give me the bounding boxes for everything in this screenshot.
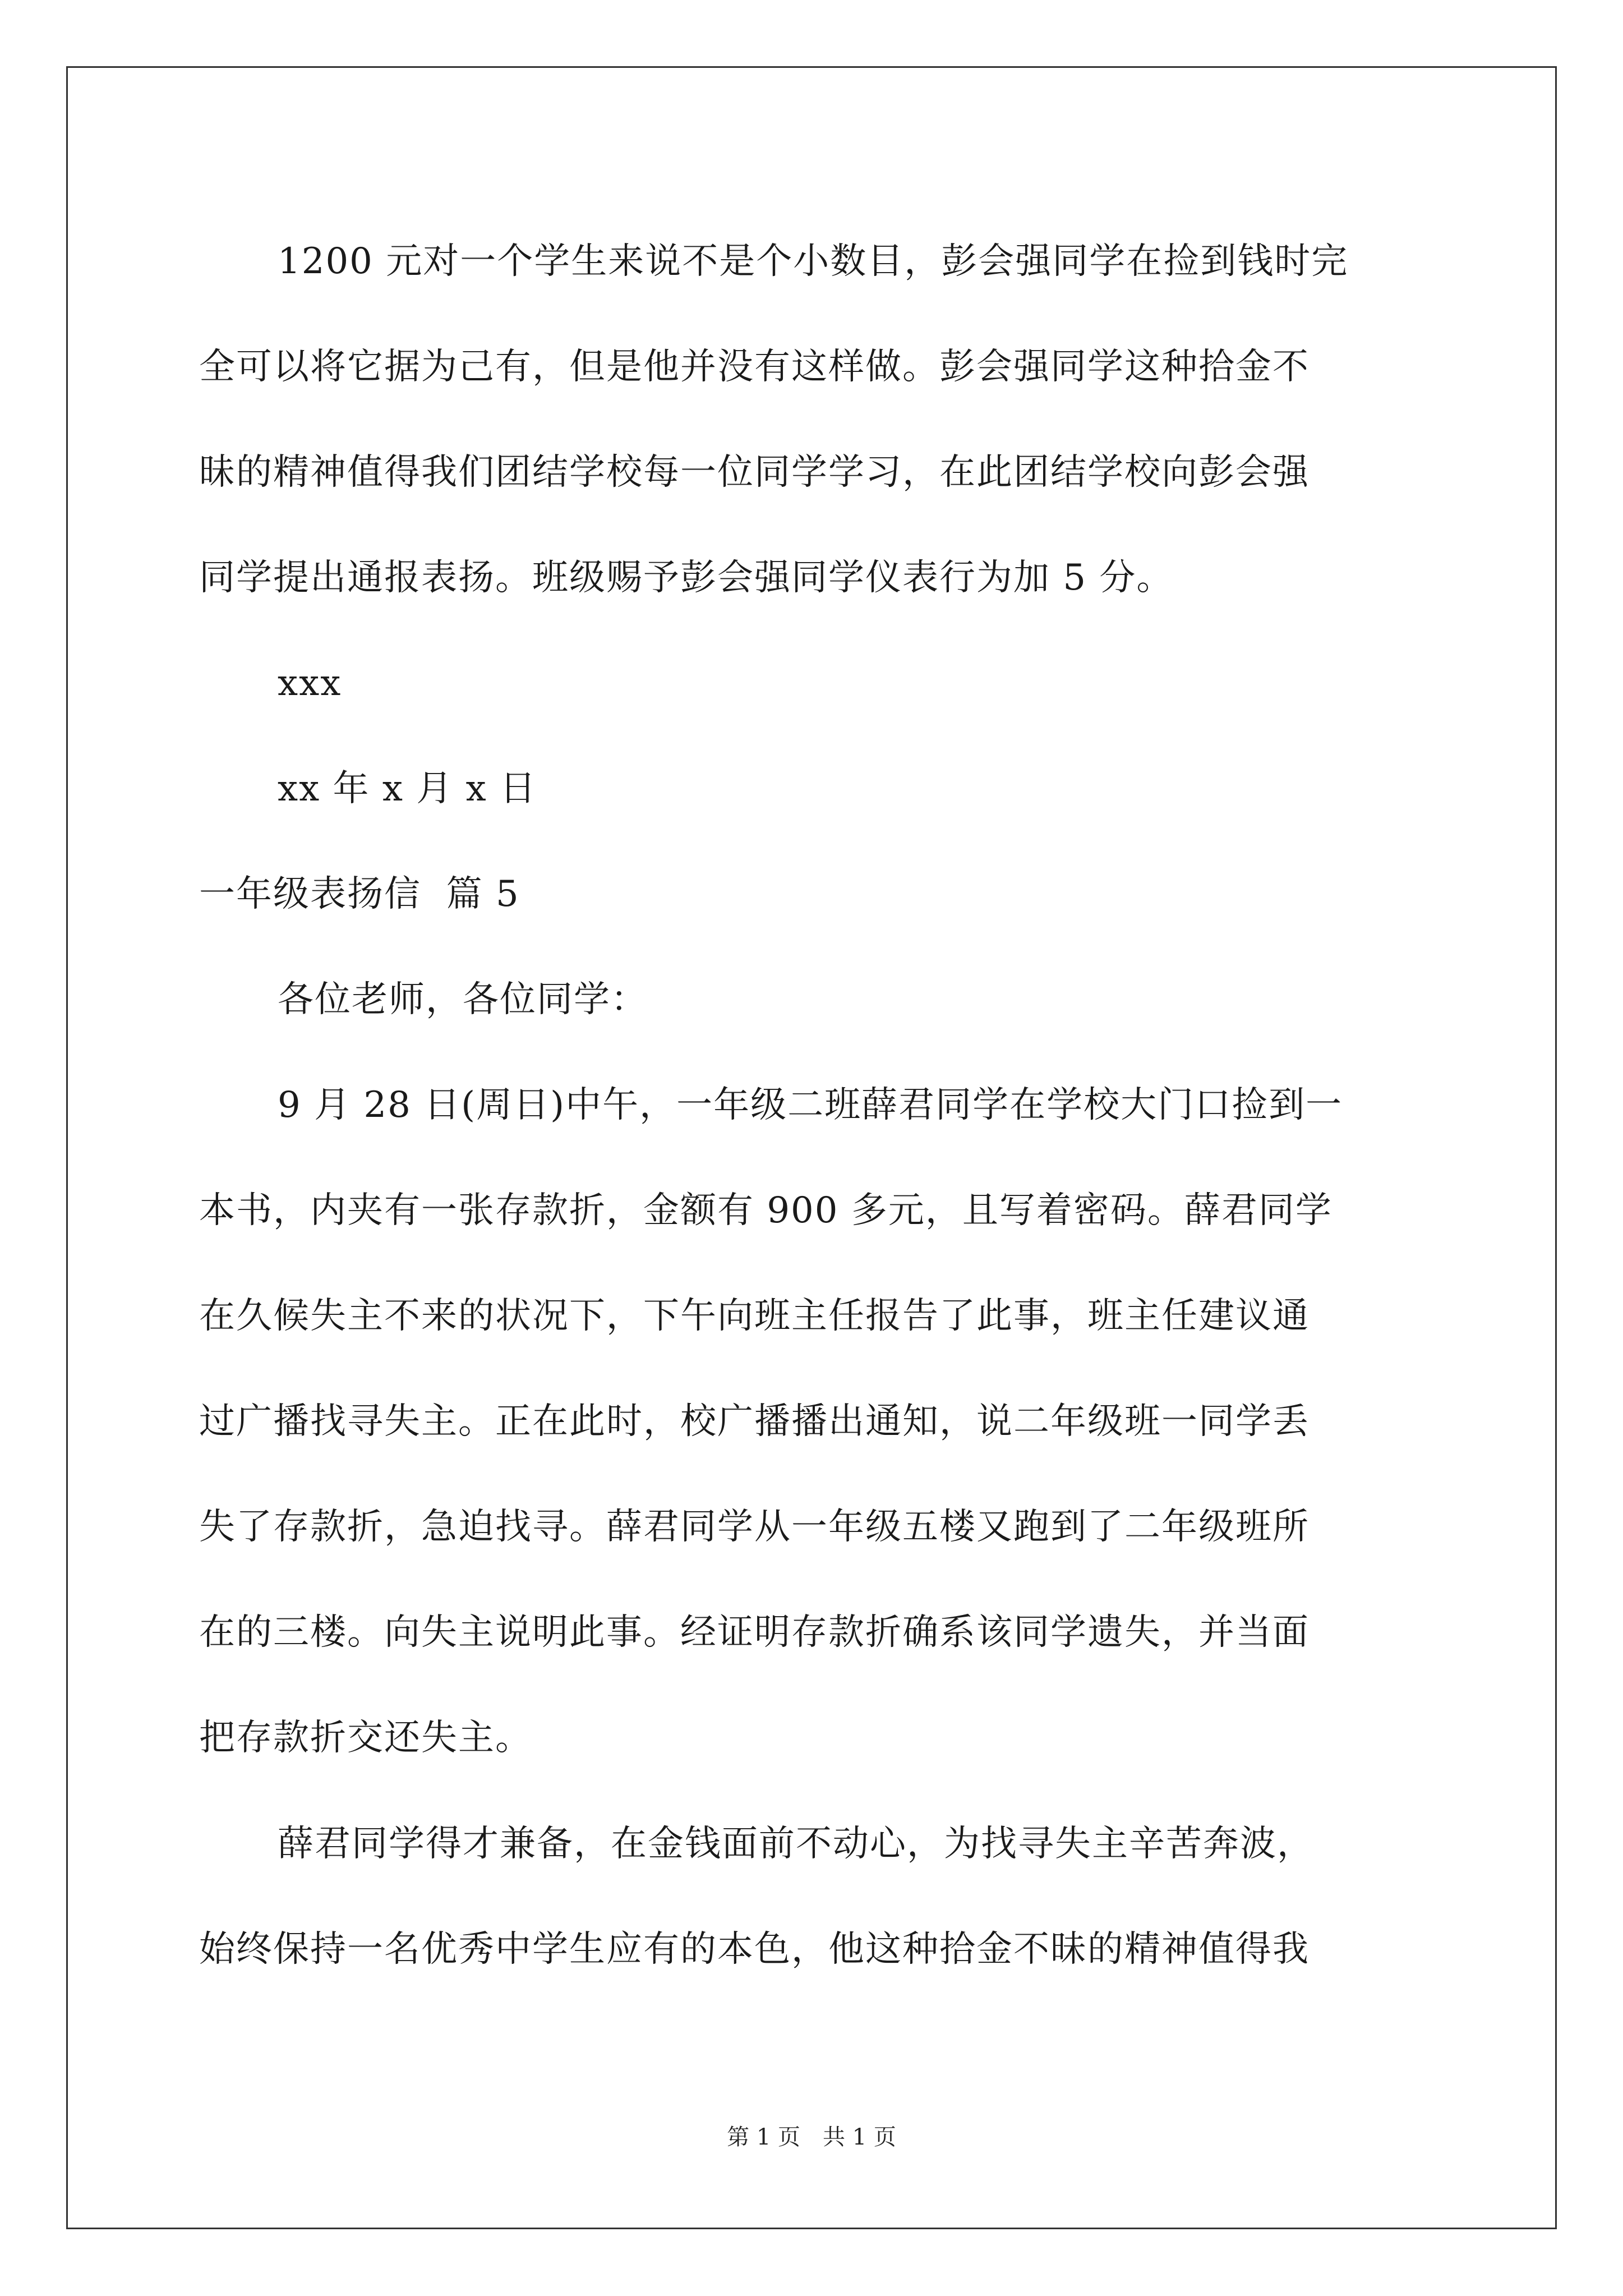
- greeting: 各位老师，各位同学：: [278, 979, 648, 1020]
- paragraph-line: 本书，内夹有一张存款折，金额有 900 多元，且写着密码。薛君同学: [199, 1190, 1332, 1231]
- paragraph-line: 失了存款折，急迫找寻。薛君同学从一年级五楼又跑到了二年级班所: [199, 1506, 1310, 1548]
- page-number-current: 第 1 页: [727, 2124, 800, 2150]
- paragraph-line: 在的三楼。向失主说明此事。经证明存款折确系该同学遗失，并当面: [199, 1612, 1310, 1653]
- section-title-block: [199, 841, 1433, 947]
- paragraph-line: 同学提出通报表扬。班级赐予彭会强同学仪表行为加 5 分。: [199, 557, 1174, 599]
- date: xx 年 x 月 x 日: [278, 768, 537, 809]
- paragraph-praise-conclusion: [199, 1791, 1433, 2002]
- signature-block: [199, 631, 1433, 736]
- paragraph-praise-peng: [199, 209, 1433, 631]
- paragraph-line: 把存款折交还失主。: [199, 1717, 532, 1759]
- paragraph-line: 过广播找寻失主。正在此时，校广播播出通知，说二年级班一同学丢: [199, 1401, 1310, 1442]
- paragraph-line: 始终保持一名优秀中学生应有的本色，他这种拾金不昧的精神值得我: [199, 1929, 1310, 1970]
- paragraph-line: 在久候失主不来的状况下，下午向班主任报告了此事，班主任建议通: [199, 1295, 1310, 1337]
- date-block: [199, 736, 1433, 841]
- signature: xxx: [278, 662, 342, 704]
- paragraph-praise-xue: [199, 1052, 1433, 1791]
- paragraph-line: 全可以将它据为己有，但是他并没有这样做。彭会强同学这种拾金不: [199, 346, 1310, 388]
- paragraph-line: 9 月 28 日(周日)中午，一年级二班薛君同学在学校大门口捡到一: [278, 1084, 1343, 1126]
- section-title: 一年级表扬信 篇 5: [199, 873, 520, 915]
- paragraph-line: 1200 元对一个学生来说不是个小数目，彭会强同学在捡到钱时完: [278, 241, 1349, 282]
- page-number-total: 共 1 页: [823, 2124, 896, 2150]
- paragraph-line: 薛君同学得才兼备，在金钱面前不动心，为找寻失主辛苦奔波，: [278, 1823, 1314, 1865]
- paragraph-line: 昧的精神值得我们团结学校每一位同学学习，在此团结学校向彭会强: [199, 452, 1310, 493]
- greeting-block: [199, 947, 1433, 1052]
- page-footer: [0, 2120, 1623, 2154]
